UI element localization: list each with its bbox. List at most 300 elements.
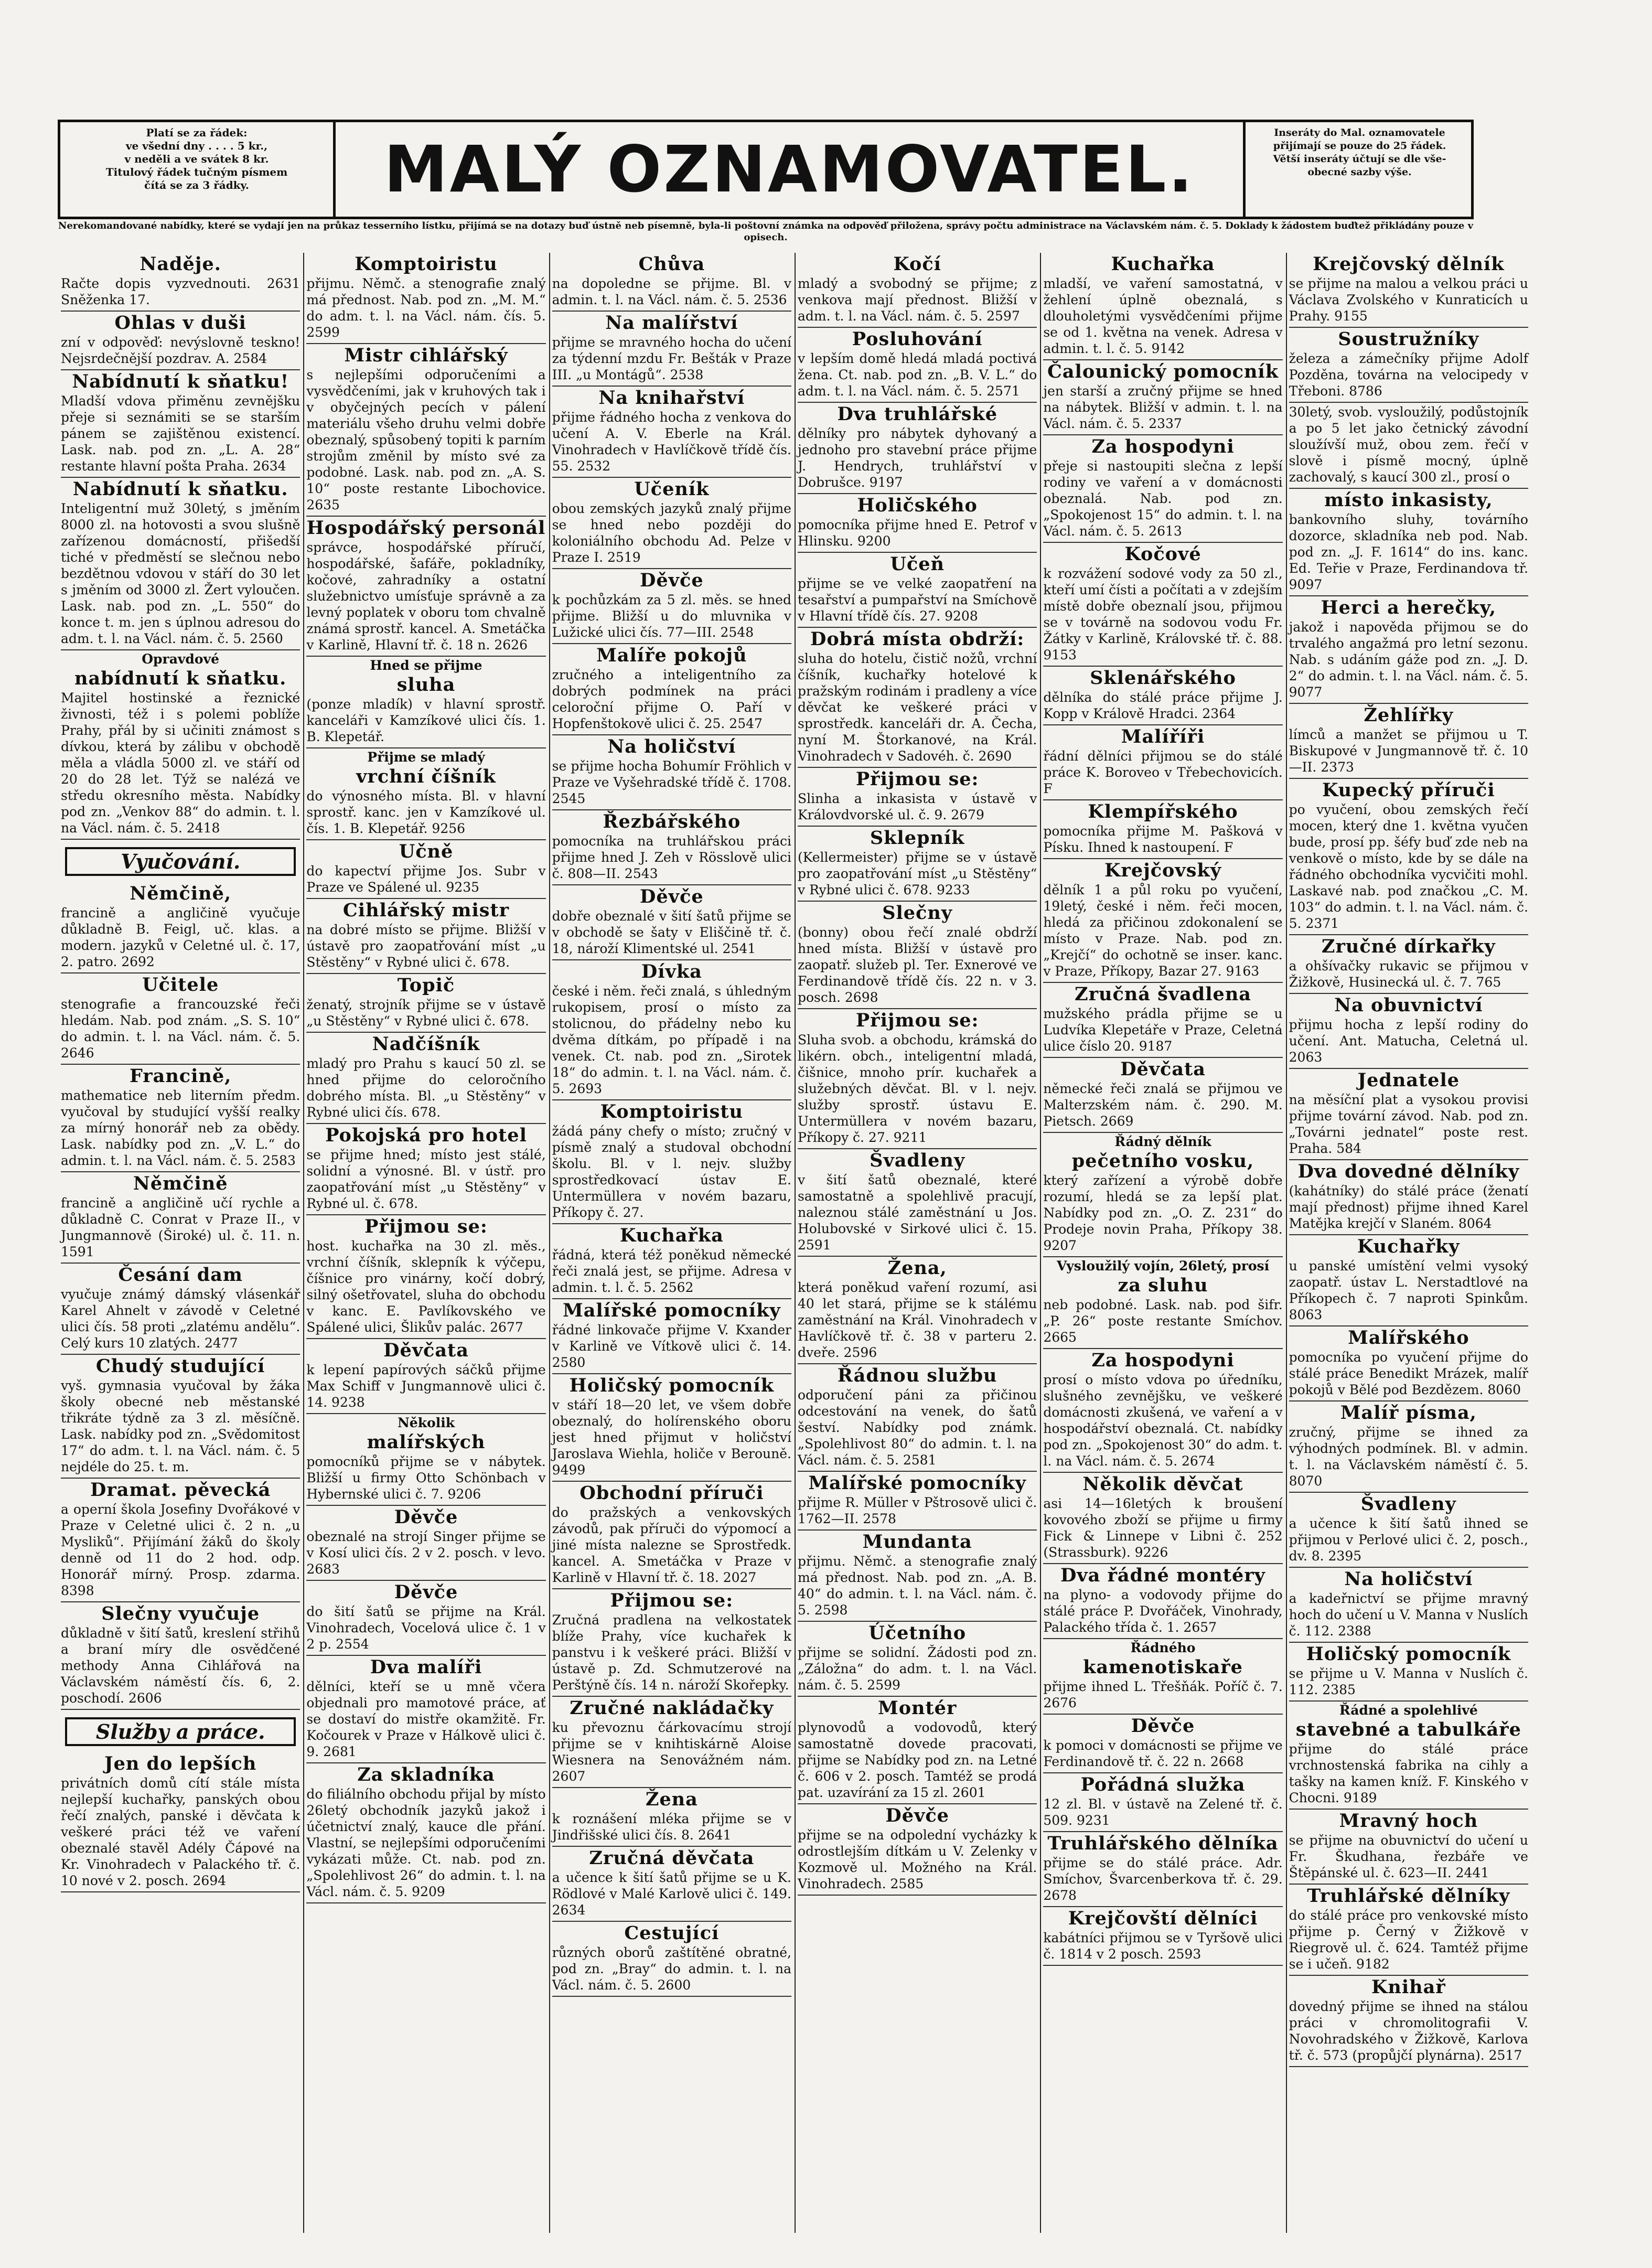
- ad-text: do kapectví přijme Jos. Subr v Praze ve Spálené ul. 9235: [306, 863, 546, 895]
- ad-separator: [1289, 993, 1528, 994]
- ad-heading: Dva malíři: [370, 1656, 482, 1678]
- ad-separator: [798, 627, 1037, 628]
- ad-separator: [1043, 1057, 1282, 1058]
- ad-column: [303, 253, 549, 2235]
- ad-text: privátních domů cítí stále místa nejlepší kuchařky, panských obou řečí znalých, panské i děvčata k veškeré práci též ve vaření obeznalé stavěl Adély Čápové na Kr. Vinohradech v Palackého tř. č. 10 nové v 2. posch. 2694: [61, 1775, 301, 1888]
- ad-text: k rozvážení sodové vody za 50 zl., kteří umí čísti a počítati a v zdejším místě dobře obeznalí jsou, přijmou se v továrně na sodovou vodu Fr. Žátky v Karlině, Královské tř. č. 88. 9153: [1043, 566, 1283, 662]
- ad-text: stenografie a francouzské řeči hledám. Nab. pod znám. „S. S. 10“ do admin. t. l. na Václ. nám. č. 5. 2646: [61, 997, 301, 1061]
- ad-separator: [1043, 1714, 1282, 1715]
- classified-ad: [1043, 1350, 1282, 1469]
- classified-ad: [1043, 1774, 1282, 1828]
- ad-separator: [1289, 1700, 1528, 1702]
- ad-separator: [552, 1223, 791, 1224]
- ad-separator: [1289, 402, 1528, 403]
- condition-line: přijímají se pouze do 25 řádek.: [1273, 140, 1446, 152]
- classified-ad: [552, 313, 791, 383]
- ad-text: se přijme hocha Bohumír Fröhlich v Praze ve Vyšehradské třídě č. 1708. 2545: [552, 758, 791, 806]
- ad-separator: [61, 1601, 300, 1602]
- classified-ad: [306, 841, 545, 895]
- ad-separator: [1043, 359, 1282, 360]
- classified-ad: [1043, 1258, 1282, 1345]
- ad-heading: Němčině: [133, 1173, 228, 1194]
- ad-separator: [1289, 327, 1528, 328]
- ad-text: který zařízení a výrobě dobře rozumí, hledá se za lepší plat. Nabídky pod zn. „O. Z. 231“ do Prodeje novin Praha, Příkopy 38. 9207: [1043, 1173, 1283, 1253]
- ad-separator: [798, 1621, 1037, 1622]
- ad-heading: Herci a herečky,: [1321, 597, 1497, 618]
- ad-text: pomocníků přijme se v nábytek. Bližší u firmy Otto Schönbach v Hybernské ulici č. 7. 9206: [306, 1454, 546, 1502]
- ad-subheading: Několik: [397, 1415, 455, 1430]
- classified-ad: [1043, 726, 1282, 797]
- ad-text: přijme do stálé práce vrchnostenská fabrika na cihly a tašky na kamen kníž. F. Kinského v Chocni. 9189: [1289, 1741, 1528, 1805]
- ad-separator: [306, 973, 545, 974]
- ad-heading: Komptoiristu: [600, 1101, 743, 1122]
- ad-heading: nabídnutí k sňatku.: [74, 668, 287, 689]
- ad-heading: vrchní číšník: [356, 766, 496, 787]
- ad-text: s nejlepšími odporučeními a vysvědčeními, jak v kruhových tak i v obyčejných pecích v pálení materiálu všeho druhu velmi dobře obeznalý, spůsobený topiti k parním strojům změnil by místo své za podobné. Lask. nab. pod zn. „A. S. 10“ poste restante Libochovice. 2635: [306, 367, 546, 512]
- ad-heading: Francině,: [130, 1065, 232, 1087]
- ad-text: přeje si nastoupiti slečna z lepší rodiny ve vaření a v domácnosti obeznalá. Nab. pod zn. „Spokojenost 15“ do admin. t. l. na Václ. nám. č. 5. 2613: [1043, 458, 1283, 539]
- ad-heading: Slečny: [882, 902, 953, 924]
- classified-ad: [1289, 1403, 1528, 1489]
- ad-heading: Kočí: [893, 253, 941, 275]
- ad-text: na dobré místo se přijme. Bližší v ústavě pro zaopatřování míst „u Stěstěny“ v Rybné ulici č. 678.: [306, 922, 546, 970]
- ad-text: host. kuchařka na 30 zl. měs., vrchní číšník, sklepník k výčepu, číšnice pro vinárny, kočí dobrý, silný ošetřovatel, sluha do obchodu v kanc. E. Pavlíkovského ve Spálené ulici, Šlikův palác. 2677: [306, 1238, 546, 1335]
- classified-ad: [61, 651, 300, 836]
- ad-text: francině a angličině vyučuje důkladně B. Feigl, uč. klas. a modern. jazyků v Celetné ul. č. 17, 2. patro. 2692: [61, 905, 301, 969]
- classified-ad: [552, 1789, 791, 1843]
- ad-separator: [1289, 1400, 1528, 1402]
- rate-line: čítá se za 3 řádky.: [144, 179, 249, 191]
- ad-text: Majitel hostinské a řeznické živnosti, též i s polemi poblíže Prahy, přál by si učiniti známost s dívkou, která by zálibu v obchodě měla a vládla 5000 zl. ve stáří od 20 do 28 let. Týž se nalézá ve středu okresního města. Nabídky pod zn. „Venkov 88“ do admin. t. l. na Václ. nám. č. 5. 2418: [61, 690, 301, 836]
- ad-separator: [798, 1256, 1037, 1257]
- ad-text: správce, hospodářské příručí, hospodářské, šafáře, pokladníky, kočové, zahradníky a ostatní služebnictvo umísťuje správně a za levný poplatek v oboru tom chvalně známá sprostř. kancel. A. Smetáčka v Karlině, Hlavní tř. č. 18 n. 2626: [306, 540, 546, 652]
- ad-subheading: Vysloužilý vojín, 26letý, prosí: [1056, 1258, 1270, 1274]
- ad-separator: [61, 839, 300, 840]
- classified-ad: [306, 1582, 545, 1652]
- ad-text: do šití šatů se přijme na Král. Vinohradech, Vocelová ulice č. 1 v 2 p. 2554: [306, 1604, 546, 1652]
- ad-separator: [306, 1338, 545, 1339]
- ad-text: přijmu hocha z lepší rodiny do učení. Ant. Matucha, Celetná ul. 2063: [1289, 1017, 1528, 1065]
- classified-ad: [306, 254, 545, 340]
- ad-separator: [798, 826, 1037, 827]
- ad-text: české i něm. řeči znalá, s úhledným rukopisem, prosí o místo za stolicnou, do přádelny nebo ku dvěma dítkám, po případě i na venek. Ct. nab. pod zn. „Sirotek 18“ do admin. t. l. na Václ. nám. č. 5. 2693: [552, 983, 791, 1096]
- ad-text: zručného a inteligentního za dobrých podmínek na práci celoroční přijme O. Paří v Hopfenštokově ulici č. 25. 2547: [552, 667, 791, 731]
- ad-heading: Soustružníky: [1338, 328, 1479, 350]
- ad-text: vyš. gymnasia vyučoval by žáka školy obecné neb městanské třikráte týdně za 3 zl. měsíčně. Lask. nabídky pod zn. „Svědomitost 17“ do adm. t. l. na Václ. nám. č. 5 nejdéle do 25. t. m.: [61, 1378, 301, 1474]
- ad-text: do výnosného místa. Bl. v hlavní sprostř. kanc. jen v Kamzíkové ul. čís. 1. B. Klepetář. 9256: [306, 788, 546, 836]
- classified-ad: [798, 1623, 1037, 1693]
- classified-ad: [552, 479, 791, 565]
- classified-ad: [552, 1375, 791, 1478]
- ad-text: Zručná pradlena na velkostatek blíže Prahy, více kuchařek k panstvu i k veškeré práci. Bližší v ústavě p. Zd. Schmutzerové na Perštýně čís. 14 n. nároží Skořepky.: [552, 1612, 791, 1693]
- ad-text: přijme ihned L. Třešňák. Poříč č. 7. 2676: [1043, 1679, 1283, 1710]
- classified-ad: [552, 886, 791, 957]
- ad-heading: Malířské pomocníky: [808, 1472, 1027, 1494]
- ad-heading: Zručné nakládačky: [570, 1697, 774, 1719]
- ad-text: obou zemských jazyků znalý přijme se hned nebo později do koloniálního obchodu Ad. Pelze v Praze I. 2519: [552, 501, 791, 565]
- ad-heading: Za hospodyni: [1091, 436, 1235, 457]
- ad-heading: Učitele: [142, 974, 219, 996]
- ad-separator: [552, 1846, 791, 1847]
- ad-heading: Jednatele: [1357, 1069, 1460, 1091]
- classified-ad: [306, 1507, 545, 1577]
- classified-ad: [306, 975, 545, 1029]
- ad-heading: Zručná švadlena: [1075, 983, 1251, 1005]
- ad-heading: Pořádná služka: [1080, 1774, 1246, 1795]
- ad-separator: [1043, 542, 1282, 543]
- ad-heading: malířských: [367, 1431, 486, 1453]
- condition-line: obecné sazby výše.: [1307, 166, 1412, 178]
- ad-text: po vyučení, obou zemských řečí mocen, který dne 1. května vyučen bude, prosí pp. šéfy buď zde neb na venkově o místo, kde by se dále na řádného obchodníka vycvičiti mohl. Laskavé nab. pod značkou „C. M. 103“ do admin. t. l. na Václ. nám. č. 5. 2371: [1289, 802, 1528, 931]
- ad-heading: Účetního: [868, 1622, 967, 1644]
- classified-ad: [1289, 1886, 1528, 1972]
- ad-separator: [552, 477, 791, 478]
- classified-ad: [552, 388, 791, 474]
- classified-ad: [1289, 1328, 1528, 1398]
- ad-text: přijmu. Němč. a stenografie znalý má přednost. Nab. pod zn. „A. B. 40“ do admin. t. l. na Václ. nám. č. 5. 2598: [798, 1554, 1037, 1618]
- classified-ad: [1043, 1833, 1282, 1903]
- column-rule: [1040, 253, 1041, 2233]
- ad-text: (bonny) obou řečí znalé obdrží hned místa. Bližší v ústavě pro zaopatř. služeb pl. Ter. Exnerové ve Ferdinandově třídě čís. 22 n. v 3. posch. 2698: [798, 925, 1037, 1005]
- classified-ad: [798, 254, 1037, 324]
- classified-ad: [1043, 668, 1282, 722]
- ad-separator: [61, 311, 300, 312]
- ad-separator: [306, 516, 545, 517]
- ad-text: pomocníka přijme hned E. Petrof v Hlinsku. 9200: [798, 517, 1037, 549]
- ad-heading: Přijmou se:: [364, 1216, 488, 1237]
- classified-ad: [1289, 329, 1528, 399]
- ad-heading: Malířského: [1348, 1327, 1469, 1349]
- ad-text: dobře obeznalé v šití šatů přijme se v obchodě se šaty v Eliščině tř. č. 18, nároží Klimentské ul. 2541: [552, 908, 791, 956]
- classified-ad: [306, 1415, 545, 1502]
- ad-separator: [61, 1354, 300, 1355]
- classified-ad: [306, 1125, 545, 1212]
- ad-heading: Truhlářské dělníky: [1307, 1885, 1510, 1907]
- ad-text: dělníka do stálé práce přijme J. Kopp v Králově Hradci. 2364: [1043, 690, 1283, 721]
- classified-ad: [798, 903, 1037, 1005]
- ad-heading: Za skladníka: [357, 1764, 495, 1785]
- ad-separator: [61, 477, 300, 478]
- section-heading: Služby a práce.: [65, 1717, 296, 1746]
- ad-text: k pomoci v domácnosti se přijme ve Ferdinandově tř. č. 22 n. 2668: [1043, 1738, 1283, 1769]
- ad-text: a ohšívačky rukavic se přijmou v Žižkově, Husinecká ul. č. 7. 765: [1289, 958, 1528, 990]
- classified-ad: [306, 345, 545, 513]
- ad-heading: Přijmou se:: [855, 768, 979, 790]
- ad-heading: Děvče: [394, 1581, 458, 1603]
- ad-separator: [552, 1298, 791, 1299]
- ad-heading: Švadleny: [870, 1150, 966, 1171]
- classified-ad: [1043, 361, 1282, 432]
- ad-text: do stálé práce pro venkovské místo přijme p. Černý v Žižkově v Riegrově ul. č. 624. Tamtéž přijme se i učeň. 9182: [1289, 1908, 1528, 1972]
- ad-separator: [61, 1064, 300, 1065]
- ad-heading: Děvče: [1131, 1715, 1195, 1737]
- ad-separator: [61, 1263, 300, 1264]
- ad-separator: [306, 1762, 545, 1763]
- ad-text: obeznalé na strojí Singer přijme se v Kosí ulici čís. 2 v 2. posch. v levo. 2683: [306, 1529, 546, 1577]
- ad-text: Sluha svob. a obchodu, krámská do likérn. obch., inteligentní mladá, čišnice, mnoho prír. kuchařek a služebných děvčat. Bl. v l. nejv. služby sprostř. ústavu E. Untermüllera v novém bazaru, Příkopy č. 27. 9211: [798, 1032, 1037, 1145]
- ad-text: pomocníka přijme M. Pašková v Písku. Ihned k nastoupení. F: [1043, 823, 1283, 855]
- classified-ad: [798, 828, 1037, 898]
- ad-heading: Děvče: [885, 1805, 949, 1826]
- classified-ad: [61, 313, 300, 367]
- ad-heading: za sluhu: [1118, 1275, 1208, 1296]
- ad-heading: Na obuvnictví: [1334, 994, 1483, 1016]
- ad-heading: Němčině,: [130, 883, 232, 904]
- ad-text: pomocníka po vyučení přijme do stálé práce Benedikt Mrázek, malíř pokojů v Bělé pod Bezdězem. 8060: [1289, 1350, 1528, 1397]
- ad-text: k pochůzkám za 5 zl. měs. se hned přijme. Bližší u do mluvnika v Lužické ulici čís. 77—III. 2548: [552, 592, 791, 640]
- classified-ad: [552, 811, 791, 882]
- ad-separator: [1289, 1884, 1528, 1885]
- ad-text: (Kellermeister) přijme se v ústavě pro zaopatřování míst „u Stěstěny“ v Rybné ulici č. 678. 9233: [798, 850, 1037, 897]
- section-title: MALÝ OZNAMOVATEL.: [333, 122, 1246, 217]
- classified-ad: [1289, 1644, 1528, 1698]
- ad-text: zní v odpověď: nevýslovně teskno! Nejsrdečnější pozdrav. A. 2584: [61, 335, 301, 366]
- ad-separator: [552, 1588, 791, 1589]
- ad-heading: Obchodní příruči: [580, 1482, 764, 1504]
- ad-heading: Učně: [399, 841, 454, 862]
- ad-heading: Posluhování: [852, 328, 983, 350]
- ad-separator: [306, 1505, 545, 1506]
- ad-separator: [798, 1803, 1037, 1804]
- ad-text: dělníci, kteří se u mně včera objednali pro mamotové práce, ať se dostaví do mistře okamžitě. Fr. Kočourek v Praze v Hálkově ulici č. 9. 2681: [306, 1679, 546, 1759]
- classified-ad: [552, 254, 791, 308]
- ad-heading: Česání dam: [118, 1264, 243, 1286]
- ad-text: německé řeči znalá se přijmou ve Malterzském nám. č. 290. M. Pietsch. 2669: [1043, 1081, 1283, 1129]
- ad-separator: [306, 343, 545, 344]
- masthead: [58, 120, 1474, 219]
- ad-text: řádní dělníci přijmou se do stálé práce K. Boroveo v Třebechovicích. F: [1043, 748, 1283, 796]
- ad-text: mladý a svobodný se přijme; z venkova mají přednost. Bližší v adm. t. l. na Václ. nám. č. 5. 2597: [798, 276, 1037, 324]
- ad-text: asi 14—16letých k broušení kovového zboží se přijme u firmy Fick & Linnepe v Libni č. 252 (Strassburk). 9226: [1043, 1496, 1283, 1560]
- classified-ad: [1043, 984, 1282, 1054]
- classified-ad: [1289, 254, 1528, 324]
- classified-ad: [552, 1483, 791, 1586]
- ad-heading: Sklenářského: [1090, 667, 1236, 689]
- ad-separator: [1043, 1563, 1282, 1564]
- classified-ad: [1043, 1565, 1282, 1635]
- ad-text: se přijme na malou a velkou práci u Václava Zvolského v Kunraticích u Prahy. 9155: [1289, 276, 1528, 324]
- ad-text: do pražských a venkovských závodů, pak příruči do výpomocí a jiné místa nalezne se Sprostředk. kancel. A. Smetáčka v Praze v Karlině v Hlavní tř. č. 18. 2027: [552, 1505, 791, 1585]
- classified-ad: [61, 1480, 300, 1599]
- ad-separator: [552, 386, 791, 387]
- ad-separator: [798, 901, 1037, 902]
- ad-text: řádné linkovače přijme V. Kxander v Karlině ve Vítkově ulici č. 14. 2580: [552, 1322, 791, 1370]
- ad-text: do filiálního obchodu přijal by místo 26letý obchodník jazyků jakož i účetnictví znalý, kauce dle přání. Vlastní, se nejlepšími odporučeními vykázati může. Ct. nab. pod zn. „Spolehlivost 26“ do admin. t. l. na Václ. nám. č. 5. 9209: [306, 1786, 546, 1899]
- ad-heading: Malíříři: [1121, 726, 1205, 747]
- classified-ad: [1043, 801, 1282, 855]
- ad-separator: [61, 1709, 300, 1710]
- ad-heading: Truhlářského dělníka: [1047, 1833, 1279, 1854]
- classified-ad: [552, 1923, 791, 1993]
- classified-ad: [798, 1010, 1037, 1146]
- classified-ad: [552, 961, 791, 1097]
- ad-separator: [552, 1373, 791, 1374]
- ad-text: dělníky pro nábytek dyhovaný a jednoho pro stavební práce přijme J. Hendrych, truhlářství v Dobrušce. 9197: [798, 426, 1037, 490]
- ad-heading: Švadleny: [1360, 1493, 1456, 1515]
- ad-heading: Nadčíšník: [372, 1033, 480, 1055]
- ad-heading: Dva dovedné dělníky: [1297, 1161, 1520, 1182]
- condition-line: Inseráty do Mal. oznamovatele: [1274, 127, 1445, 138]
- ad-text: bankovního sluhy, továrního dozorce, skladníka neb pod. Nab. pod zn. „J. F. 1614“ do ins. kanc. Ed. Teřie v Praze, Ferdinandova tř. 9097: [1289, 512, 1528, 592]
- ad-separator: [1289, 1234, 1528, 1235]
- ad-heading: Kupecký příruči: [1322, 779, 1495, 801]
- ad-separator: [552, 568, 791, 569]
- ad-text: k roznášení mléka přijme se v Jindřišské ulici čís. 8. 2641: [552, 1811, 791, 1843]
- ad-heading: Malíř písma,: [1340, 1402, 1477, 1424]
- ad-heading: Mistr cihlářský: [344, 345, 508, 366]
- ad-text: na dopoledne se přijme. Bl. v admin. t. l. na Václ. nám. č. 5. 2536: [552, 276, 791, 307]
- ad-separator: [1043, 858, 1282, 859]
- ad-separator: [798, 493, 1037, 494]
- classified-ad: [1289, 597, 1528, 700]
- classified-ad: [798, 495, 1037, 549]
- classified-ad: [1043, 436, 1282, 539]
- masthead-conditions: [1248, 122, 1471, 217]
- ad-heading: Knihař: [1371, 1976, 1446, 1998]
- classified-ad: [1289, 936, 1528, 990]
- classified-ad: [1289, 705, 1528, 775]
- classified-ad: [552, 570, 791, 640]
- classified-ad: [61, 1603, 300, 1706]
- ad-heading: Učeň: [890, 553, 945, 575]
- ad-separator: [306, 1413, 545, 1414]
- ad-separator: [306, 839, 545, 840]
- classified-ad: [798, 1150, 1037, 1253]
- ad-separator: [798, 1696, 1037, 1697]
- ad-separator: [552, 1481, 791, 1482]
- ad-heading: Zručné dírkařky: [1321, 936, 1496, 957]
- classified-ad: [552, 1698, 791, 1784]
- ad-separator: [798, 1529, 1037, 1531]
- ad-subheading: Řádné a spolehlivé: [1339, 1703, 1478, 1718]
- classified-ad: [552, 645, 791, 732]
- classified-ad: [306, 1764, 545, 1900]
- ad-column: [1286, 253, 1531, 2235]
- classified-ad: [1043, 1640, 1282, 1711]
- ad-text: přijme se do stálé práce. Adr. Smíchov, Švarcenberkova tř. č. 29. 2678: [1043, 1855, 1283, 1903]
- ad-text: v stáří 18—20 let, ve všem dobře obeznalý, do holírenského oboru jest hned přijmut v holičství Jaroslava Wiehla, holiče v Berouně. 9499: [552, 1397, 791, 1478]
- ad-separator: [1043, 1348, 1282, 1349]
- ad-heading: Malířské pomocníky: [562, 1300, 781, 1321]
- ad-separator: [1043, 1772, 1282, 1773]
- classified-ad: [1289, 995, 1528, 1065]
- ad-text: na plyno- a vodovody přijme do stálé práce P. Dvořáček, Vinohrady, Palackého třída č. 1. 2657: [1043, 1587, 1283, 1635]
- ad-text: přijme se mravného hocha do učení za týdenní mzdu Fr. Bešták v Praze III. „u Montágů“. 2538: [552, 335, 791, 382]
- ad-separator: [306, 1123, 545, 1124]
- classified-ad: [61, 1066, 300, 1169]
- ad-subheading: Hned se přijme: [370, 658, 482, 673]
- ad-separator: [798, 327, 1037, 328]
- classified-ad: [306, 518, 545, 653]
- ad-text: žádá pány chefy o místo; zručný v písmě znalý a studoval obchodní školu. Bl. v l. nejv. služby sprostředkovací ústav E. Untermüllera v novém bazaru, Příkopy č. 27.: [552, 1124, 791, 1220]
- ad-separator: [1289, 1159, 1528, 1160]
- ad-text: Slinha a inkasista v ústavě v Královdvorské ul. č. 9. 2679: [798, 791, 1037, 822]
- ad-text: v šití šatů obeznalé, které samostatně a spolehlivě pracují, naleznou stálé zaměstnání u Jos. Holubovské v Sirkové ulici č. 15. 2591: [798, 1172, 1037, 1253]
- ad-heading: Dobrá místa obdrží:: [810, 628, 1025, 650]
- ad-heading: Holičského: [857, 495, 978, 516]
- classified-ad: [1289, 1161, 1528, 1232]
- ad-heading: pečetního vosku,: [1071, 1150, 1254, 1172]
- classified-ad: [61, 975, 300, 1061]
- ad-column: [58, 253, 303, 2235]
- ad-separator: [552, 734, 791, 735]
- ad-separator: [61, 369, 300, 370]
- ad-separator: [306, 898, 545, 899]
- classified-ad: [1289, 1494, 1528, 1564]
- classified-ad: [1043, 1474, 1282, 1560]
- ad-separator: [1289, 1809, 1528, 1810]
- ad-text: Račte dopis vyzvednouti. 2631 Sněženka 17.: [61, 276, 301, 307]
- ad-heading: Kuchařka: [619, 1225, 724, 1246]
- ad-heading: Klempířského: [1088, 801, 1238, 822]
- ad-separator: [798, 1471, 1037, 1472]
- ad-heading: Dívka: [641, 961, 702, 982]
- ad-heading: Mravný hoch: [1339, 1810, 1478, 1832]
- classified-ad: [798, 1365, 1037, 1468]
- classified-ad: [306, 1340, 545, 1410]
- ad-column: [795, 253, 1040, 2235]
- classified-ad: [798, 554, 1037, 624]
- ad-separator: [1289, 1642, 1528, 1643]
- ad-heading: Děvčata: [1120, 1058, 1206, 1080]
- ad-separator: [1289, 1068, 1528, 1069]
- ad-heading: Cihlářský mistr: [342, 900, 510, 921]
- classified-ad: [798, 629, 1037, 764]
- classified-ad: [1289, 1977, 1528, 2063]
- ad-separator: [1289, 1492, 1528, 1493]
- condition-line: Větší inseráty účtují se dle vše-: [1273, 153, 1446, 165]
- ad-text: vyučuje známý dámský vlásenkář Karel Ahnelt v závodě v Celetné ulici čís. 58 proti „zlatému andělu“. Celý kurs 10 zlatých. 2477: [61, 1287, 301, 1351]
- classified-ad: [61, 1173, 300, 1260]
- ad-text: límců a manžet se přijmou u T. Biskupové v Jungmannově tř. č. 10—II. 2373: [1289, 727, 1528, 775]
- ad-text: v lepším domě hledá mladá poctivá žena. Ct. nab. pod zn. „B. V. L.“ do adm. t. l. na Václ. nám. č. 5. 2571: [798, 351, 1037, 399]
- ad-text: a učence k šití šatů ihned se přijmou v Perlové ulici č. 2, posch., dv. 8. 2395: [1289, 1516, 1528, 1564]
- ad-text: prosí o místo vdova po úředníku, slušného zevnějšku, ve veškeré domácnosti zkušená, ve vaření a v hospodářství obeznalá. Ct. nabídky pod zn. „Spokojenost 30“ do adm. t. l. na Václ. nám. č. 5. 2674: [1043, 1372, 1283, 1469]
- ad-subheading: Řádného: [1130, 1640, 1196, 1655]
- ad-text: přijme řádného hocha z venkova do učení A. V. Eberle na Král. Vinohradech v Havlíčkově třídě čís. 55. 2532: [552, 410, 791, 474]
- ad-separator: [306, 656, 545, 657]
- classified-ad: [61, 1265, 300, 1351]
- classified-ad: [61, 479, 300, 647]
- ad-text: k lepení papírových sáčků přijme Max Schiff v Jungmannově ulici č. 14. 9238: [306, 1362, 546, 1410]
- ad-heading: Děvče: [640, 886, 704, 907]
- classified-ad: [1289, 1703, 1528, 1806]
- ad-text: ku převoznu čárkovacímu strojí přijme se v knihtiskárně Aloise Wiesnera na Senovážném nám. 2607: [552, 1720, 791, 1784]
- ad-heading: Na malířství: [605, 312, 738, 334]
- ad-separator: [1289, 1325, 1528, 1326]
- ad-heading: Holičský pomocník: [1306, 1643, 1511, 1665]
- ad-text: různých oborů zaštítěné obratné, pod zn. „Bray“ do admin. t. l. na Václ. nám. č. 5. 2600: [552, 1945, 791, 1993]
- classified-ad: [61, 254, 300, 308]
- ad-subheading: Opravdové: [142, 651, 220, 667]
- ad-text: 30letý, svob. vysloužilý, podůstojník a po 5 let jako četnický závodní sloužívší muž, obou zem. řečí v slově i písmě mocný, úplně zachovalý, s kaucí 300 zl., prosí o: [1289, 404, 1528, 485]
- ad-heading: Holičský pomocník: [569, 1375, 774, 1396]
- ad-separator: [798, 402, 1037, 403]
- ad-heading: Na holičství: [1344, 1568, 1473, 1590]
- classified-ad: [1289, 1070, 1528, 1157]
- ad-separator: [306, 1580, 545, 1581]
- ad-heading: Kočové: [1124, 543, 1202, 565]
- ad-separator: [1289, 1567, 1528, 1568]
- ad-text: zručný, přijme se ihned za výhodných podmínek. Bl. v admin. t. l. na Václavském náměstí č. 5. 8070: [1289, 1425, 1528, 1489]
- classified-ad: [552, 1590, 791, 1693]
- ad-separator: [1043, 1132, 1282, 1133]
- ad-heading: sluha: [396, 674, 456, 696]
- ad-heading: Děvče: [394, 1506, 458, 1528]
- ad-text: sluha do hotelu, čistič nožů, vrchní číšník, kuchařky hotelové k pražským rodinám i pradleny a více děvčat ke veškeré práci v sprostředk. kanceláři dr. A. Čecha, nyní M. Štorkanové, na Král. Vinohradech v Sadovéh. č. 2690: [798, 651, 1037, 764]
- column-rule: [303, 253, 304, 2233]
- ad-separator: [552, 884, 791, 885]
